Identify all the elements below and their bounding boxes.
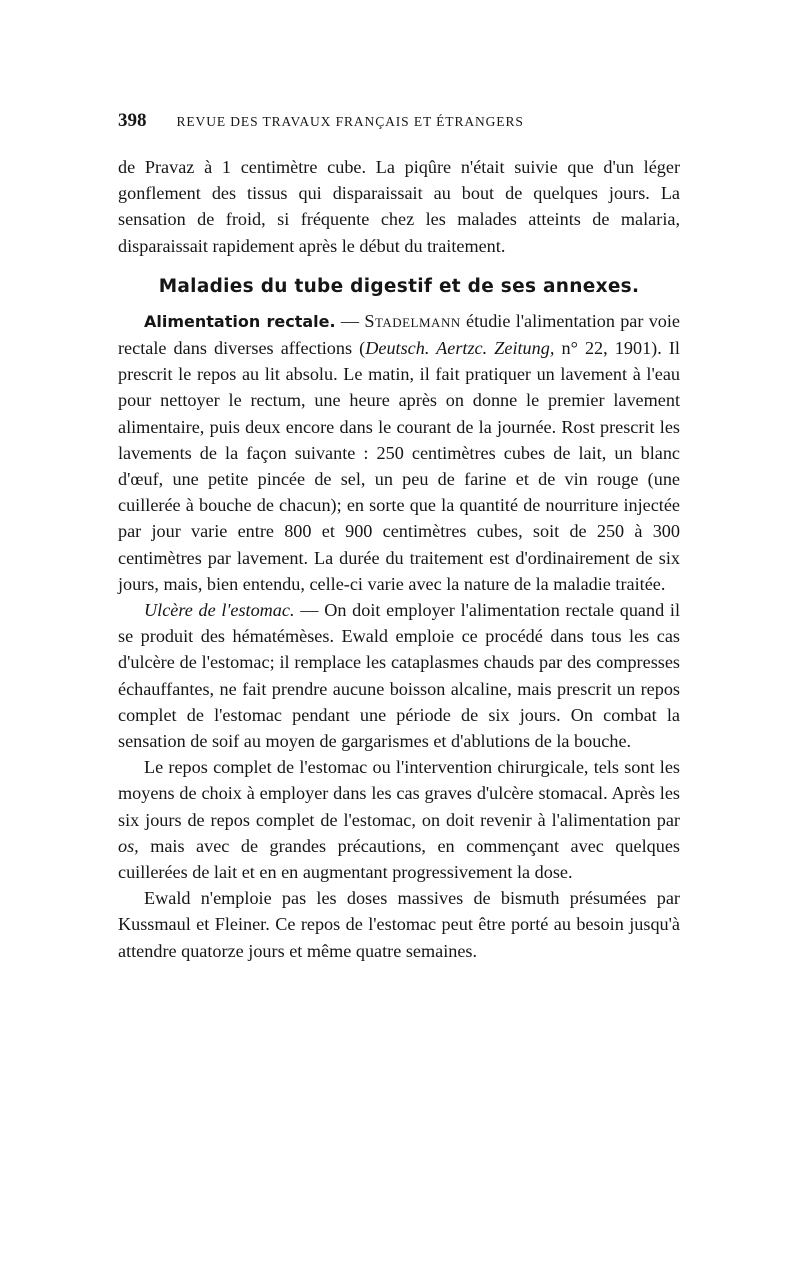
paragraph-repos-complet	[118, 754, 680, 885]
page-header	[118, 110, 680, 140]
intro-paragraph: de Pravaz à 1 centimètre cube. La piqûre n'était suivie que d'un léger gonflement des tissus qui disparaissait au bout de quelques jours. La sensation de froid, si fréquente chez les malades atteints de malaria, disparaissait rapidement après le début du traitement.	[118, 157, 680, 256]
paragraph-text: n° 22, 1901). Il prescrit le repos au lit absolu. Le matin, il fait pratiquer un lavement à l'eau pour nettoyer le rectum, une heure après on donne le premier lavement alimentaire, puis deux encore dans le courant de la journée. Rost prescrit les lavements de la façon suivante : 250 centimètres cubes de lait, un blanc d'œuf, une petite pincée de sel, un peu de farine et de vin rouge (une cuillerée à bouche de chacun); en sorte que la quantité de nourriture injectée par jour varie entre 800 et 900 centimètres cubes, soit de 250 à 300 centimètres par lavement. La durée du traitement est d'ordinairement de six jours, mais, bien entendu, celle-ci varie avec la nature de la maladie traitée.	[118, 338, 680, 594]
run-in-heading: Ulcère de l'estomac.	[144, 600, 295, 621]
running-head: REVUE DES TRAVAUX FRANÇAIS ET ÉTRANGERS	[176, 114, 524, 129]
paragraph-text: mais avec de grandes précautions, en commençant avec quelques cuillerées de lait et en en augmentant progressivement la dose.	[118, 835, 680, 883]
journal-title: Deutsch. Aertzc. Zeitung,	[365, 338, 555, 359]
em-dash: —	[294, 600, 325, 621]
paragraph-text: étudie l'alimentation par voie rectale dans diverses affections (	[118, 310, 681, 359]
page-number: 398	[118, 110, 147, 131]
author-name: Stadelmann	[364, 310, 461, 331]
paragraph-alimentation-rectale	[118, 308, 680, 597]
section-heading: Maladies du tube digestif et de ses annexes.	[158, 275, 640, 297]
paragraph-ulcere-estomac	[118, 597, 680, 754]
paragraph-ewald-bismuth: Ewald n'emploie pas les doses massives de bismuth présumées par Kussmaul et Fleiner. Ce repos de l'estomac peut être porté au besoin jusqu'à attendre quatorze jours et même quatre semaines.	[118, 888, 680, 961]
em-dash: —	[335, 310, 365, 331]
paragraph-text: Le repos complet de l'estomac ou l'intervention chirurgicale, tels sont les moyens de choix à employer dans les cas graves d'ulcère stomacal. Après les six jours de repos complet de l'estomac, on doit revenir à l'alimentation par	[118, 757, 680, 830]
paragraph-text: On doit employer l'alimentation rectale quand il se produit des hématémèses. Ewald emploie ce procédé dans tous les cas d'ulcère de l'estomac; il remplace les cataplasmes chauds par des compresses échauffantes, ne fait prendre aucune boisson alcaline, mais prescrit un repos complet de l'estomac pendant une période de six jours. On combat la sensation de soif au moyen de gargarismes et d'ablutions de la bouche.	[118, 600, 681, 752]
latin-term: os,	[118, 835, 139, 856]
run-in-heading: Alimentation rectale.	[144, 311, 336, 331]
page	[118, 110, 680, 964]
